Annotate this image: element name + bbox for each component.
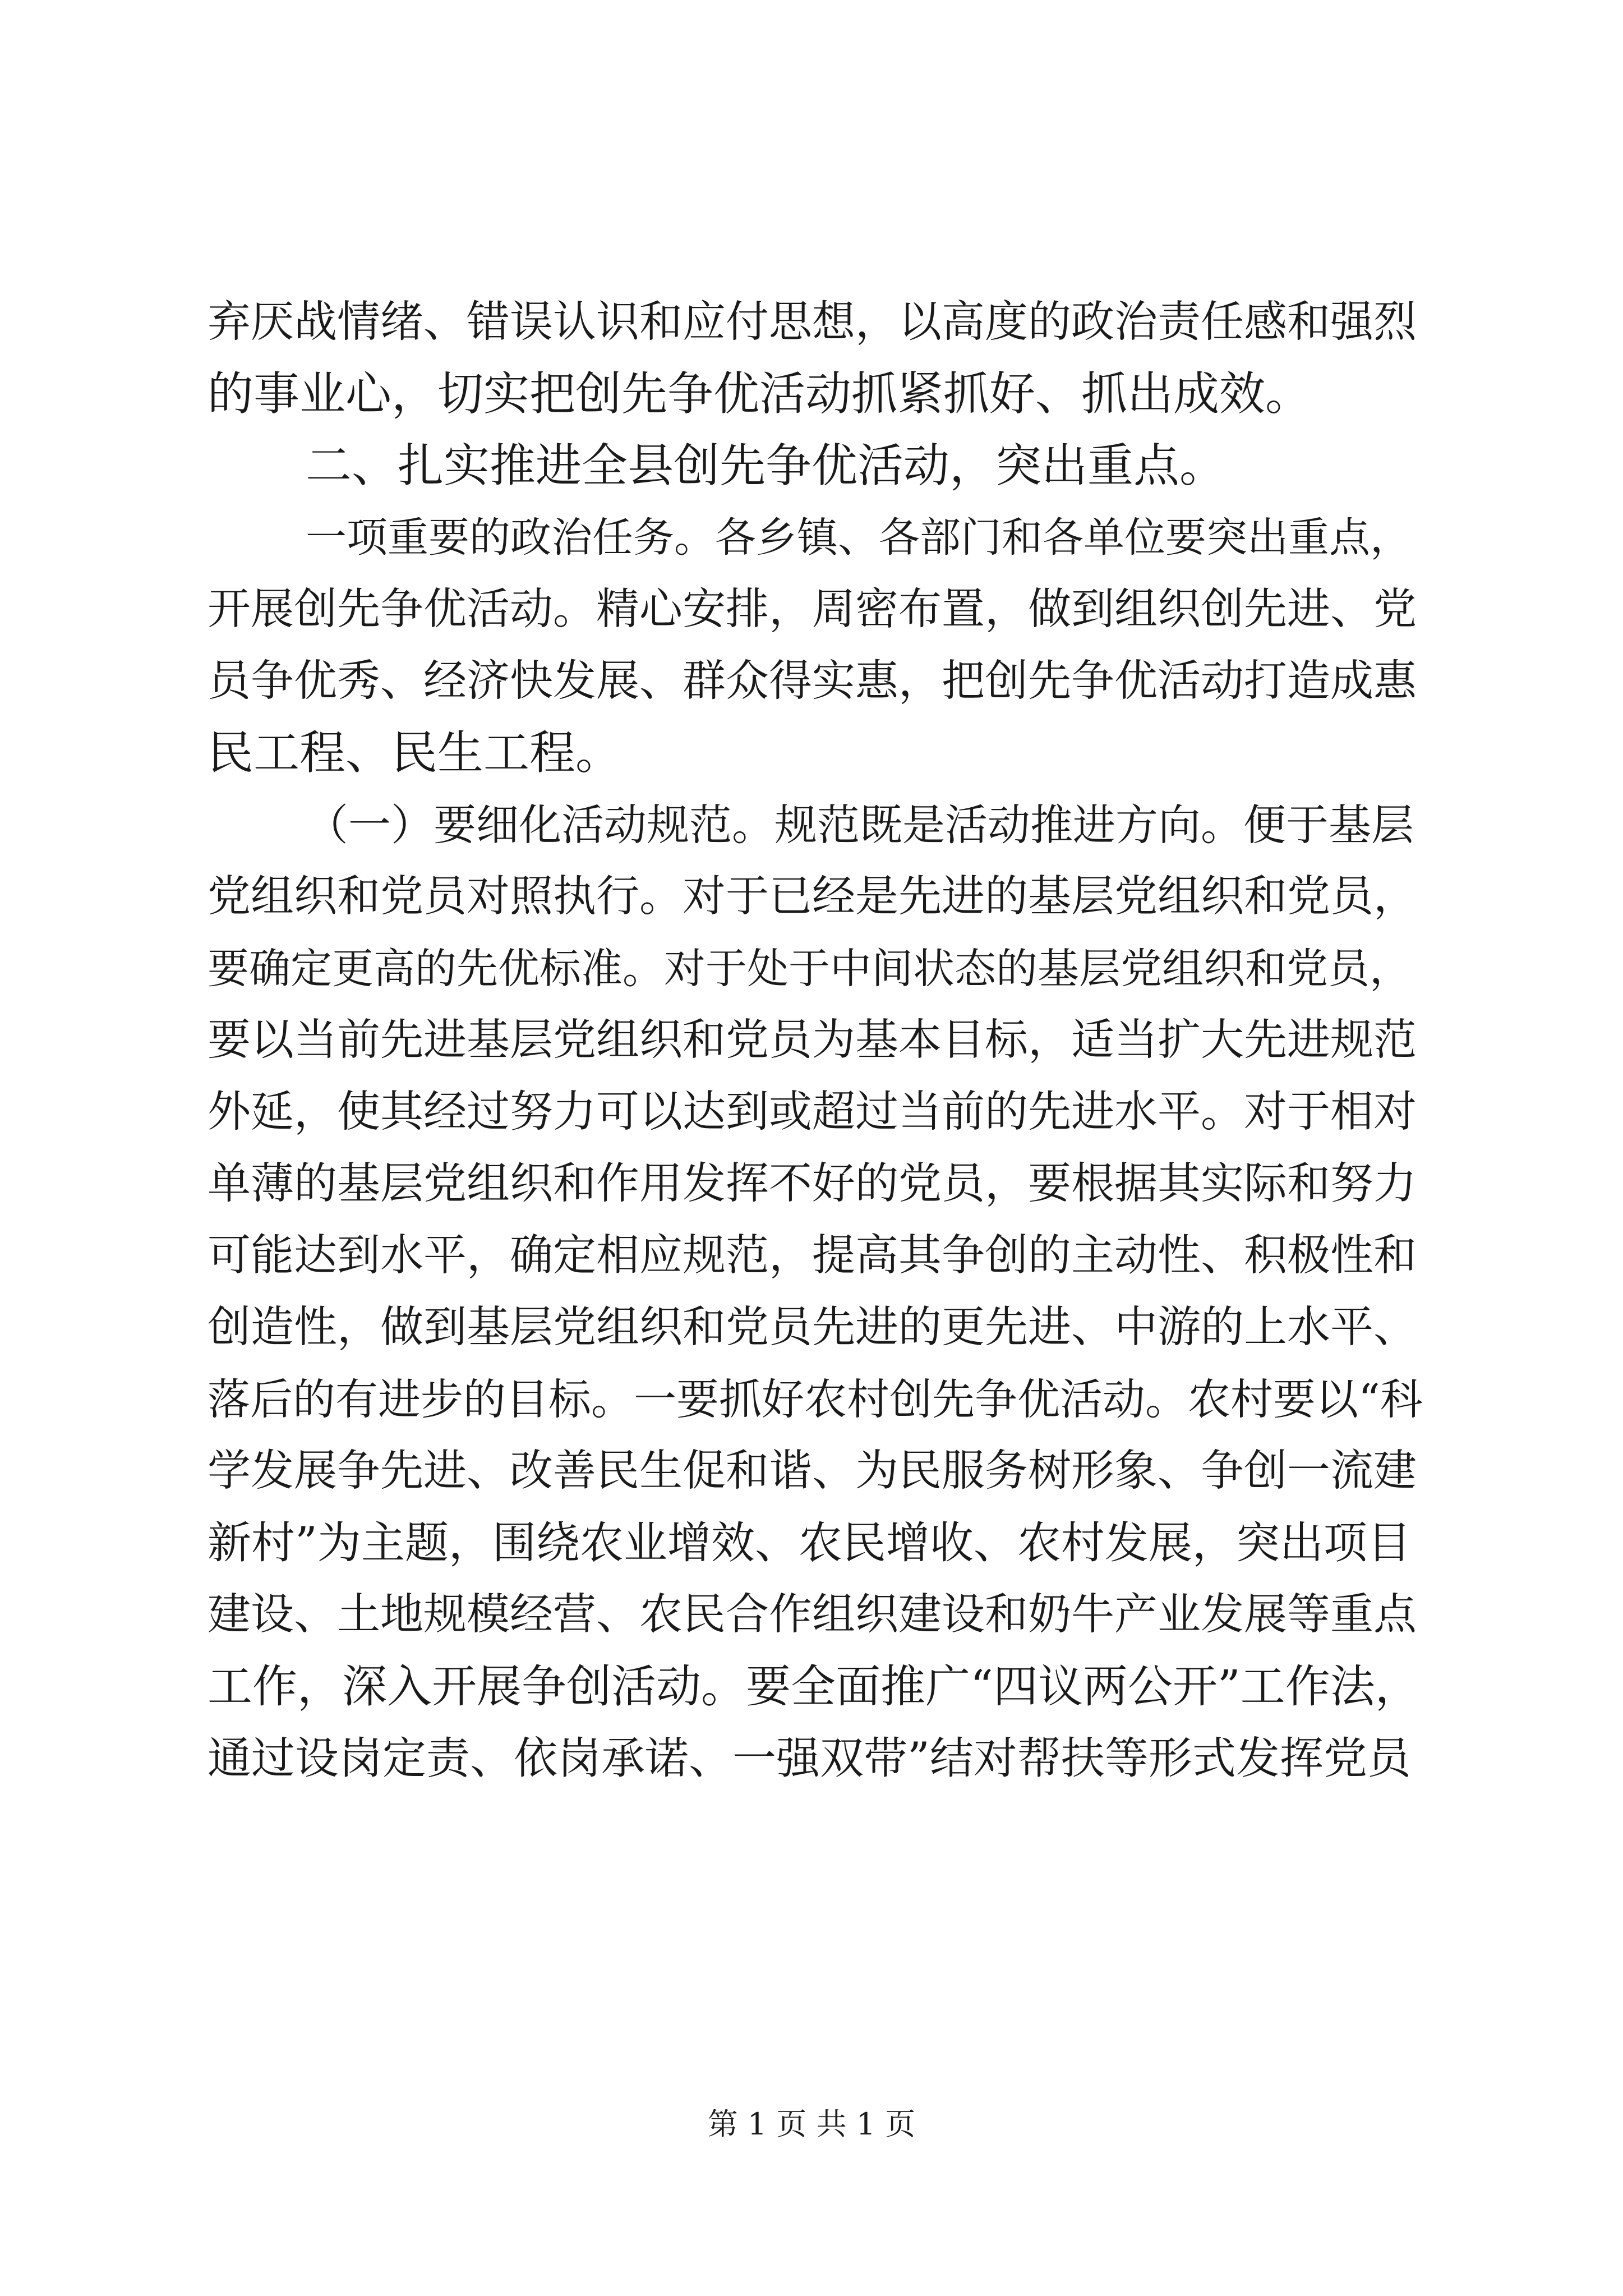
text-line: 落后的有进步的目标。一要抓好农村创先争优活动。农村要以“科 bbox=[208, 1374, 1423, 1424]
text-line: 弃厌战情绪、错误认识和应付思想，以高度的政治责任感和强烈 bbox=[208, 297, 1417, 347]
text-line: 学发展争先进、改善民生促和谐、为民服务树形象、争创一流建 bbox=[208, 1446, 1417, 1496]
text-line: 要确定更高的先优标准。对于处于中间状态的基层党组织和党员， bbox=[208, 945, 1411, 993]
text-line: 民工程、民生工程。 bbox=[208, 726, 622, 780]
text-line: 党组织和党员对照执行。对于已经是先进的基层党组织和党员， bbox=[208, 872, 1417, 922]
section-heading: 二、扎实推进全县创先争优活动，突出重点。 bbox=[306, 439, 1226, 493]
text-line: 创造性，做到基层党组织和党员先进的更先进、中游的上水平、 bbox=[208, 1303, 1417, 1352]
text-line: 通过设岗定责、依岗承诺、一强双带”结对帮扶等形式发挥党员 bbox=[208, 1733, 1411, 1784]
text-line: 单薄的基层党组织和作用发挥不好的党员，要根据其实际和努力 bbox=[208, 1159, 1417, 1209]
text-line: 员争优秀、经济快发展、群众得实惠，把创先争优活动打造成惠 bbox=[208, 656, 1417, 706]
text-line: 建设、土地规模经营、农民合作组织建设和奶牛产业发展等重点 bbox=[208, 1590, 1417, 1640]
text-line: 外延，使其经过努力可以达到或超过当前的先进水平。对于相对 bbox=[208, 1087, 1417, 1137]
text-line: 的事业心，切实把创先争优活动抓紧抓好、抓出成效。 bbox=[208, 367, 1312, 421]
text-line: 可能达到水平，确定相应规范，提高其争创的主动性、积极性和 bbox=[208, 1231, 1417, 1281]
text-line: 要以当前先进基层党组织和党员为基本目标，适当扩大先进规范 bbox=[208, 1015, 1417, 1065]
text-line: 工作，深入开展争创活动。要全面推广“四议两公开”工作法， bbox=[208, 1660, 1420, 1713]
text-line: 开展创先争优活动。精心安排，周密布置，做到组织创先进、党 bbox=[208, 585, 1417, 634]
subsection-line: （一）要细化活动规范。规范既是活动推进方向。便于基层 bbox=[306, 800, 1414, 850]
text-line: 新村”为主题，围绕农业增效、农民增收、农村发展，突出项目 bbox=[208, 1518, 1411, 1568]
page-footer: 第 1 页 共 1 页 bbox=[707, 2106, 916, 2142]
text-line: 一项重要的政治任务。各乡镇、各部门和各单位要突出重点， bbox=[306, 514, 1411, 562]
